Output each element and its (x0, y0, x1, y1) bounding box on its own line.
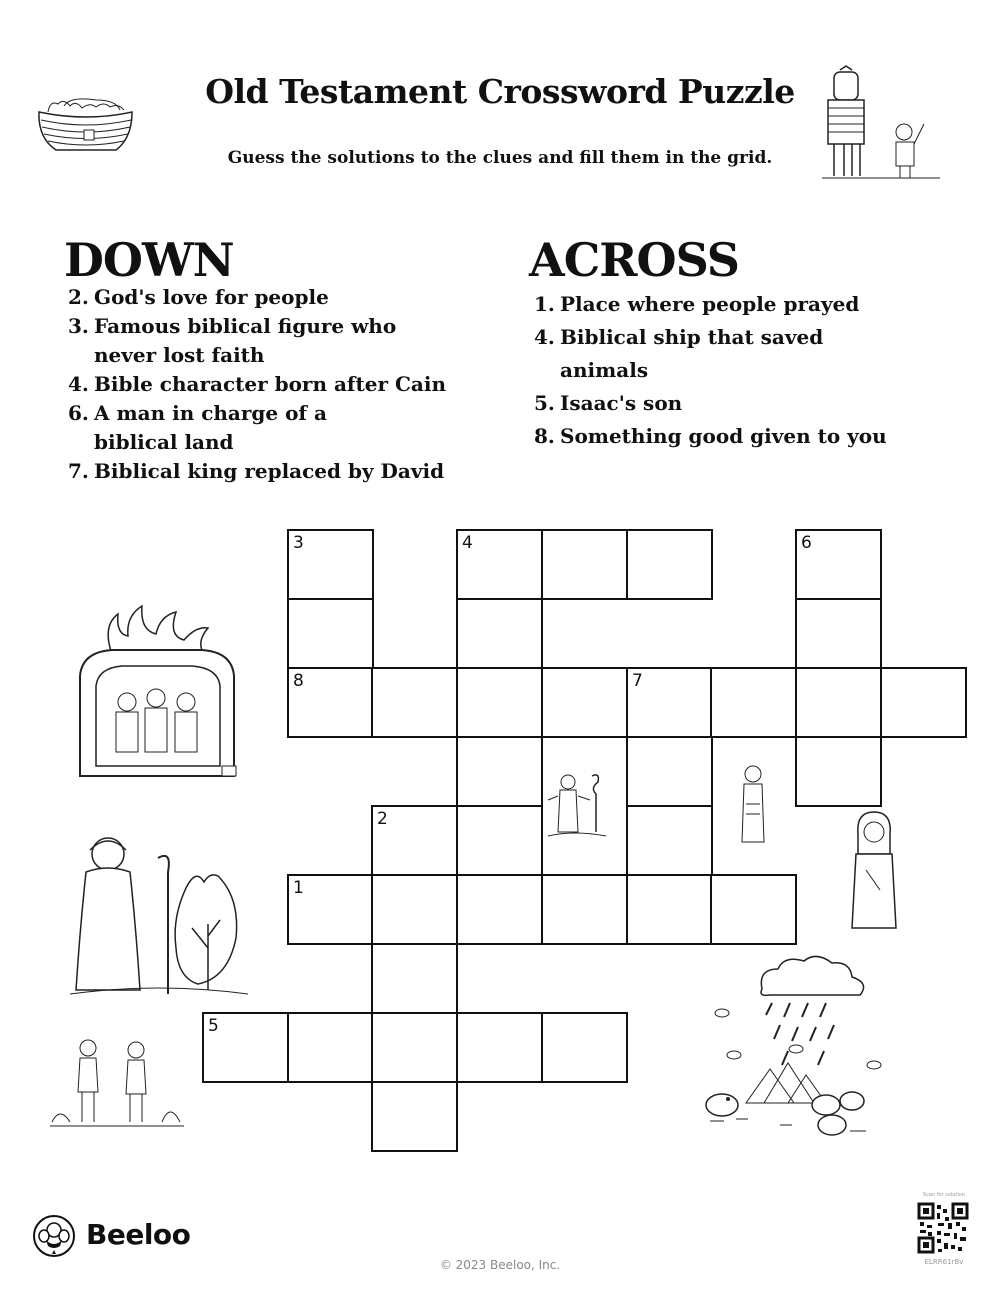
crossword-cell[interactable] (371, 943, 458, 1014)
down-clue-7: 7. Biblical king replaced by David (68, 459, 445, 483)
crossword-cell[interactable] (371, 667, 458, 738)
crossword-cell[interactable] (456, 805, 543, 876)
clue-number: 1 (293, 878, 304, 898)
crossword-cell[interactable] (626, 874, 713, 945)
down-clue-list (68, 283, 458, 486)
crossword-cell-6[interactable] (795, 529, 882, 600)
across-clue-4: 4. Biblical ship that saved animals (534, 325, 824, 382)
scan-for-solution-label: Scan for solution (922, 1192, 965, 1198)
crossword-cell-8[interactable] (287, 667, 374, 738)
across-clue-list (534, 288, 914, 453)
crossword-cell[interactable] (371, 1012, 458, 1083)
crossword-cell[interactable] (541, 667, 628, 738)
across-clue-1: 1. Place where people prayed (534, 292, 860, 316)
noahs-ark-illustration-icon (36, 98, 136, 158)
puzzle-code: ELRR61rBv (924, 1258, 964, 1266)
clue-number: 4 (462, 533, 473, 553)
crossword-cell-3[interactable] (287, 529, 374, 600)
down-clue-2: 2. God's love for people (68, 285, 329, 309)
crossword-cell-7[interactable] (626, 667, 713, 738)
prophet-with-staff-illustration-icon (544, 770, 612, 840)
clue-number: 5 (208, 1016, 219, 1036)
crossword-cell[interactable] (456, 736, 543, 807)
crossword-cell-4[interactable] (456, 529, 543, 600)
page-subtitle: Guess the solutions to the clues and fill them in the grid. (227, 148, 773, 168)
crossword-cell[interactable] (795, 667, 882, 738)
crossword-cell[interactable] (541, 1012, 628, 1083)
crossword-cell[interactable] (626, 805, 713, 876)
crossword-cell[interactable] (626, 736, 713, 807)
goliath-and-david-illustration-icon (820, 64, 960, 184)
crossword-cell[interactable] (456, 667, 543, 738)
crossword-cell[interactable] (371, 1081, 458, 1152)
crossword-cell[interactable] (541, 529, 628, 600)
crossword-cell[interactable] (371, 874, 458, 945)
woman-figure-small-illustration-icon (738, 764, 768, 846)
beeloo-brand-name: Beeloo (86, 1218, 191, 1251)
down-clue-4: 4. Bible character born after Cain (68, 372, 446, 396)
clue-number: 8 (293, 671, 304, 691)
down-heading: DOWN (64, 233, 234, 287)
crossword-cell[interactable] (541, 874, 628, 945)
beeloo-bee-logo-icon (32, 1214, 76, 1258)
across-clue-5: 5. Isaac's son (534, 391, 683, 415)
across-heading: ACROSS (529, 233, 740, 287)
clue-number: 3 (293, 533, 304, 553)
crossword-cell-2[interactable] (371, 805, 458, 876)
across-clue-8: 8. Something good given to you (534, 424, 887, 448)
clue-number: 7 (632, 671, 643, 691)
crossword-cell-5[interactable] (202, 1012, 289, 1083)
page-title: Old Testament Crossword Puzzle (205, 72, 795, 111)
crossword-cell[interactable] (626, 529, 713, 600)
clue-number: 6 (801, 533, 812, 553)
woman-figure-illustration-icon (848, 810, 898, 934)
clue-number: 2 (377, 809, 388, 829)
crossword-cell[interactable] (456, 874, 543, 945)
down-clue-6: 6. A man in charge of a biblical land (68, 401, 327, 454)
copyright-text: © 2023 Beeloo, Inc. (439, 1258, 561, 1272)
crossword-cell[interactable] (456, 1012, 543, 1083)
fiery-furnace-illustration-icon (72, 606, 247, 791)
plagues-of-egypt-illustration-icon (700, 955, 900, 1140)
crossword-cell[interactable] (710, 874, 797, 945)
crossword-cell[interactable] (880, 667, 967, 738)
adam-and-eve-illustration-icon (50, 1036, 185, 1131)
moses-and-burning-bush-illustration-icon (68, 828, 258, 998)
crossword-cell[interactable] (795, 736, 882, 807)
crossword-cell[interactable] (287, 598, 374, 669)
crossword-cell-1[interactable] (287, 874, 374, 945)
down-clue-3: 3. Famous biblical figure who never lost faith (68, 314, 397, 367)
crossword-cell[interactable] (456, 598, 543, 669)
crossword-cell[interactable] (287, 1012, 374, 1083)
crossword-cell[interactable] (795, 598, 882, 669)
crossword-cell[interactable] (710, 667, 797, 738)
solution-qr-code-icon[interactable] (918, 1203, 968, 1253)
